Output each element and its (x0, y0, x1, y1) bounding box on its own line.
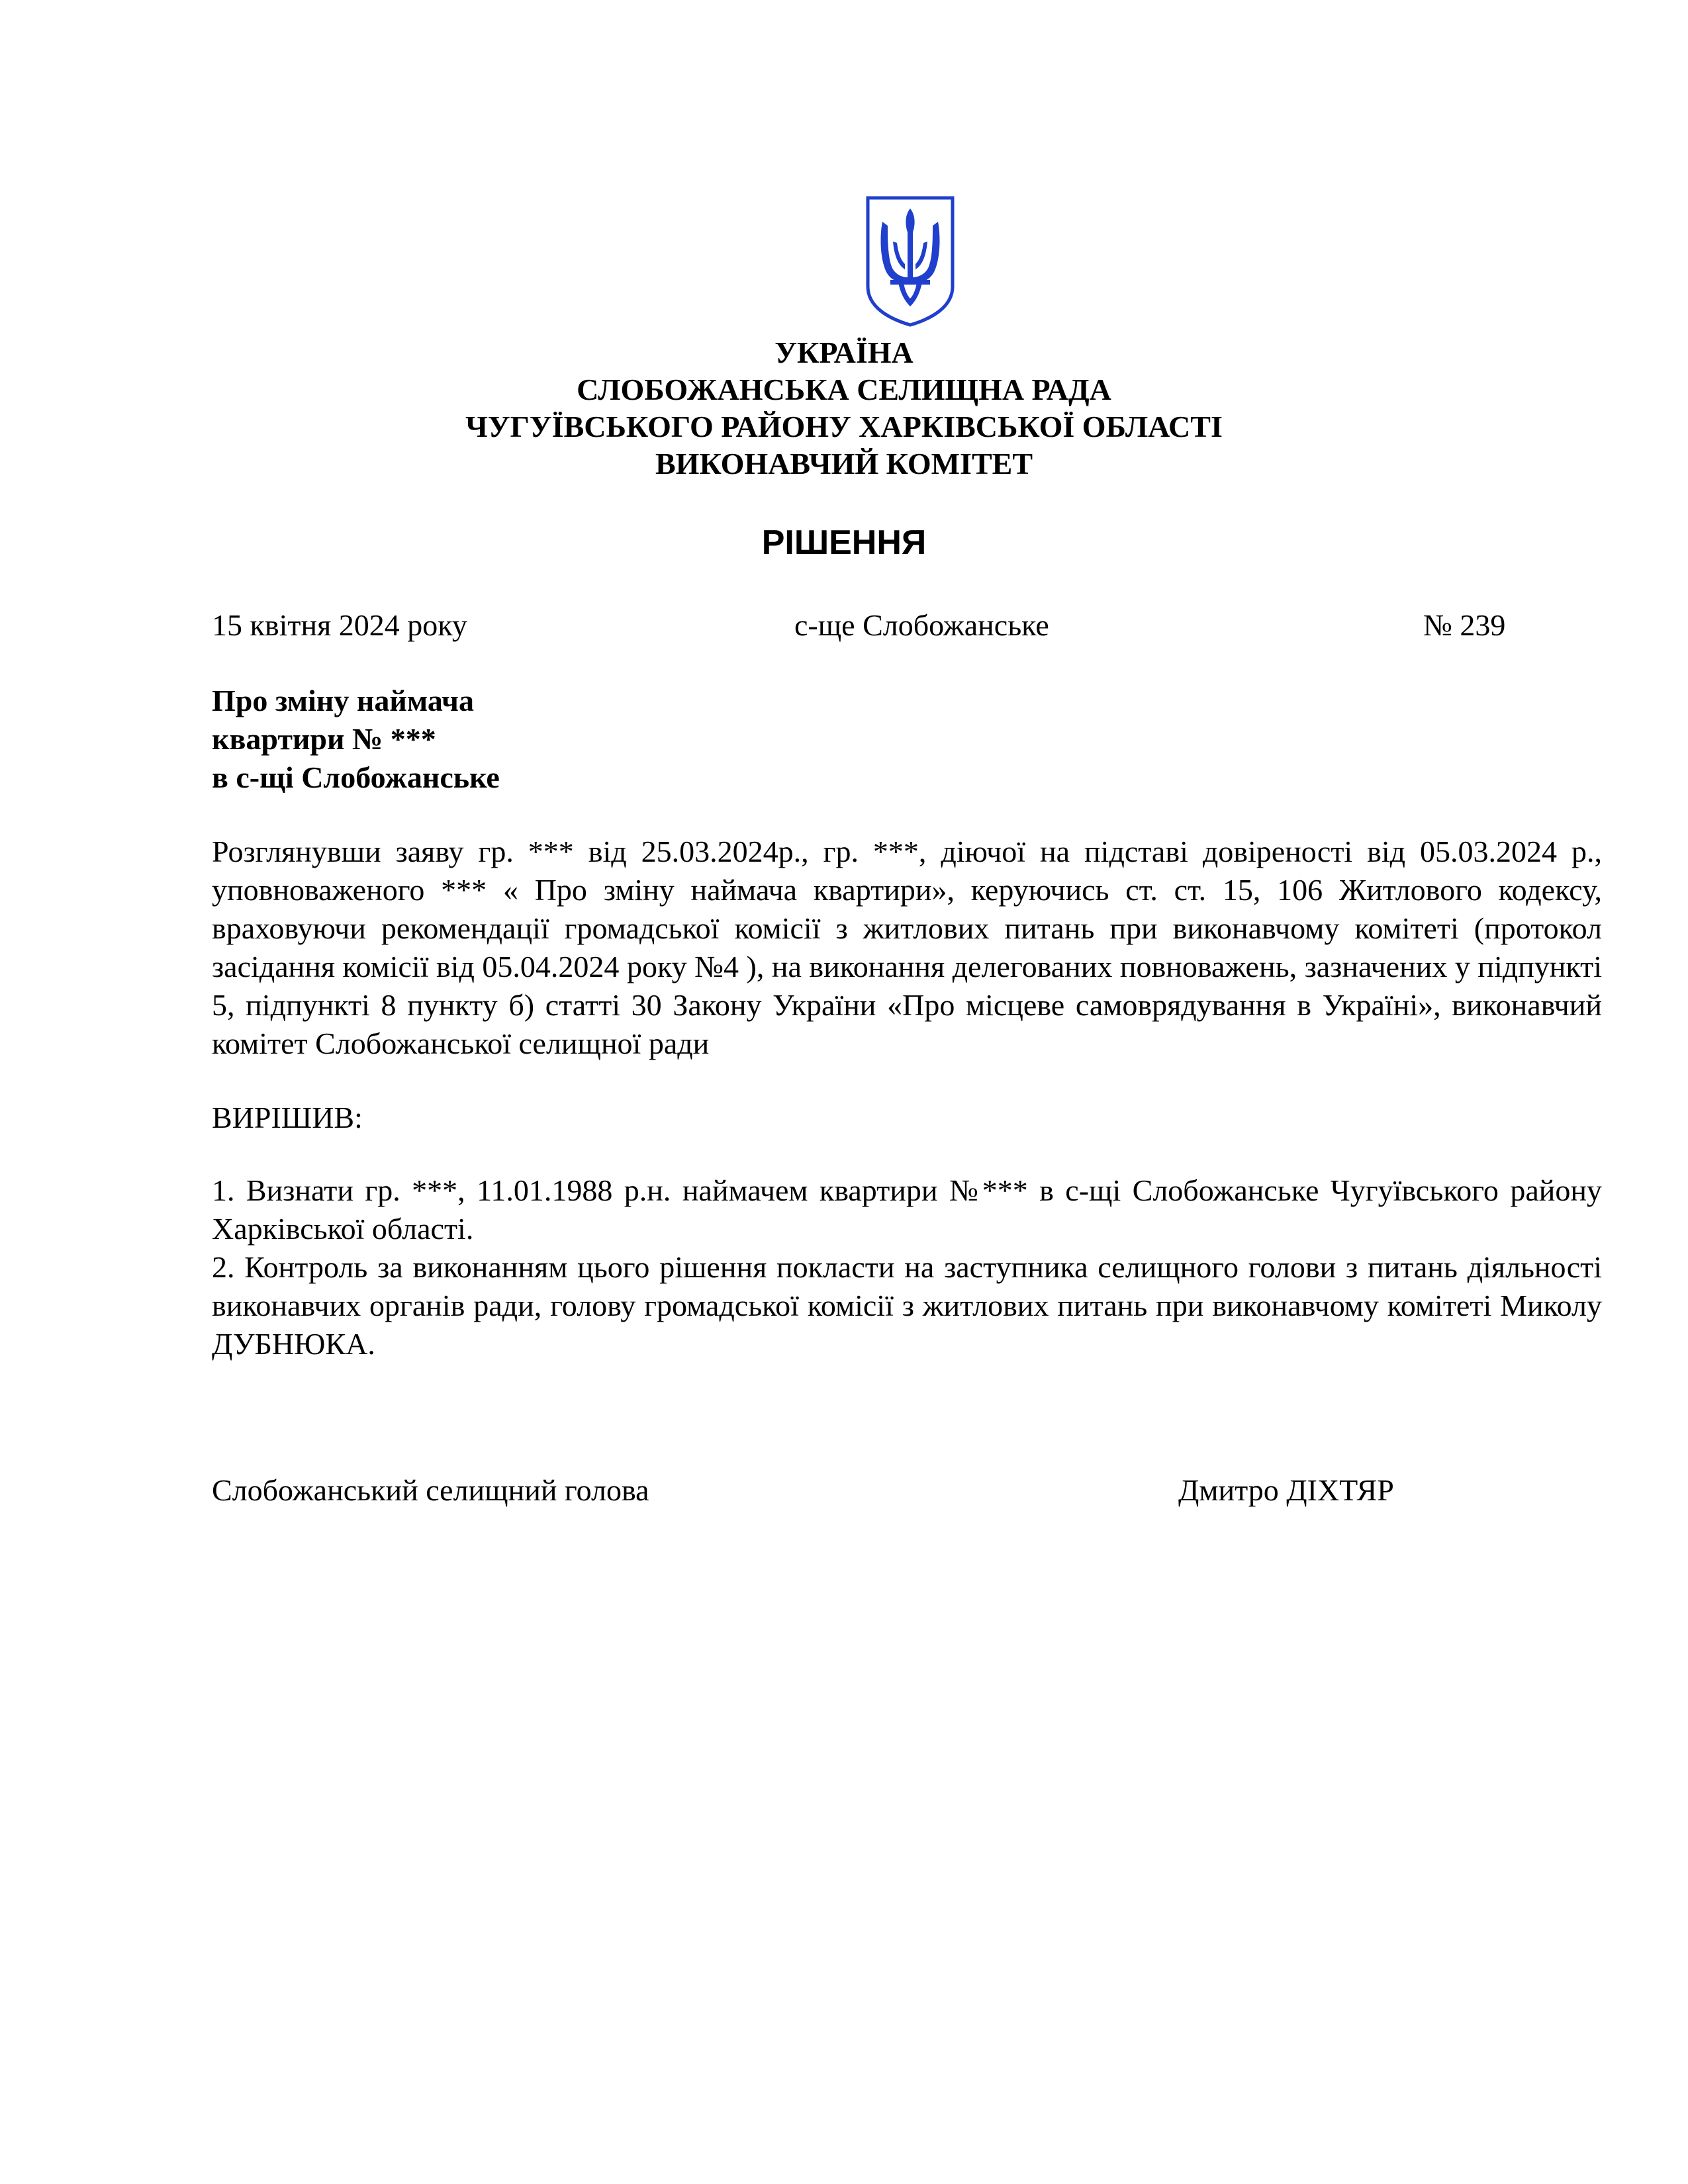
ukraine-trident-icon (864, 195, 957, 328)
header-region: ЧУГУЇВСЬКОГО РАЙОНУ ХАРКІВСЬКОЇ ОБЛАСТІ (465, 410, 1223, 443)
document-meta (212, 608, 1523, 647)
document-place: с-ще Слобожанське (794, 608, 1049, 642)
decision-item-1: 1. Визнати гр. ***, 11.01.1988 р.н. наймачем квартири №*** в с-щі Слобожанське Чугуївського району Харківської області. (212, 1173, 1602, 1246)
intro-paragraph: Розглянувши заяву гр. *** від 25.03.2024р., гр. ***, діючої на підставі довіреності від 05.03.2024 р., уповноваженого *** « Про зміну наймача квартири», керуючись ст. ст. 15, 106 Житлового кодексу, враховуючи рекомендації громадської комісії з житлових питань при виконавчому комітеті (протокол засідання комісії від 05.04.2024 року №4 ), на виконання делегованих повноважень, зазначених у підпункті 5, підпункті 8 пункту б) статті 30 Закону України «Про місцеве самоврядування в Україні», виконавчий комітет Слобожанської селищної ради (212, 835, 1602, 1060)
signatory-name: Дмитро ДІХТЯР (1178, 1473, 1394, 1507)
subject-line-2: квартири № *** (212, 722, 436, 756)
decision-item-2: 2. Контроль за виконанням цього рішення покласти на заступника селищного голови з питань діяльності виконавчих органів ради, голову громадської комісії з житлових питань при виконавчому комітеті Миколу ДУБНЮКА. (212, 1250, 1602, 1361)
subject-line-3: в с-щі Слобожанське (212, 760, 500, 794)
document-date: 15 квітня 2024 року (212, 608, 467, 642)
signature-block (212, 1473, 1523, 1512)
header-council: СЛОБОЖАНСЬКА СЕЛИЩНА РАДА (577, 373, 1111, 406)
header-committee: ВИКОНАВЧИЙ КОМІТЕТ (655, 447, 1033, 480)
document-number: № 239 (1423, 608, 1506, 642)
document-title: РІШЕННЯ (761, 523, 927, 562)
document-header (0, 334, 1688, 482)
subject-line-1: Про зміну наймача (212, 684, 474, 717)
signatory-position: Слобожанський селищний голова (212, 1473, 649, 1507)
header-country: УКРАЇНА (774, 336, 914, 369)
decided-label: ВИРІШИВ: (212, 1101, 363, 1134)
decisions-list (212, 1171, 1602, 1363)
document-subject (212, 682, 500, 797)
